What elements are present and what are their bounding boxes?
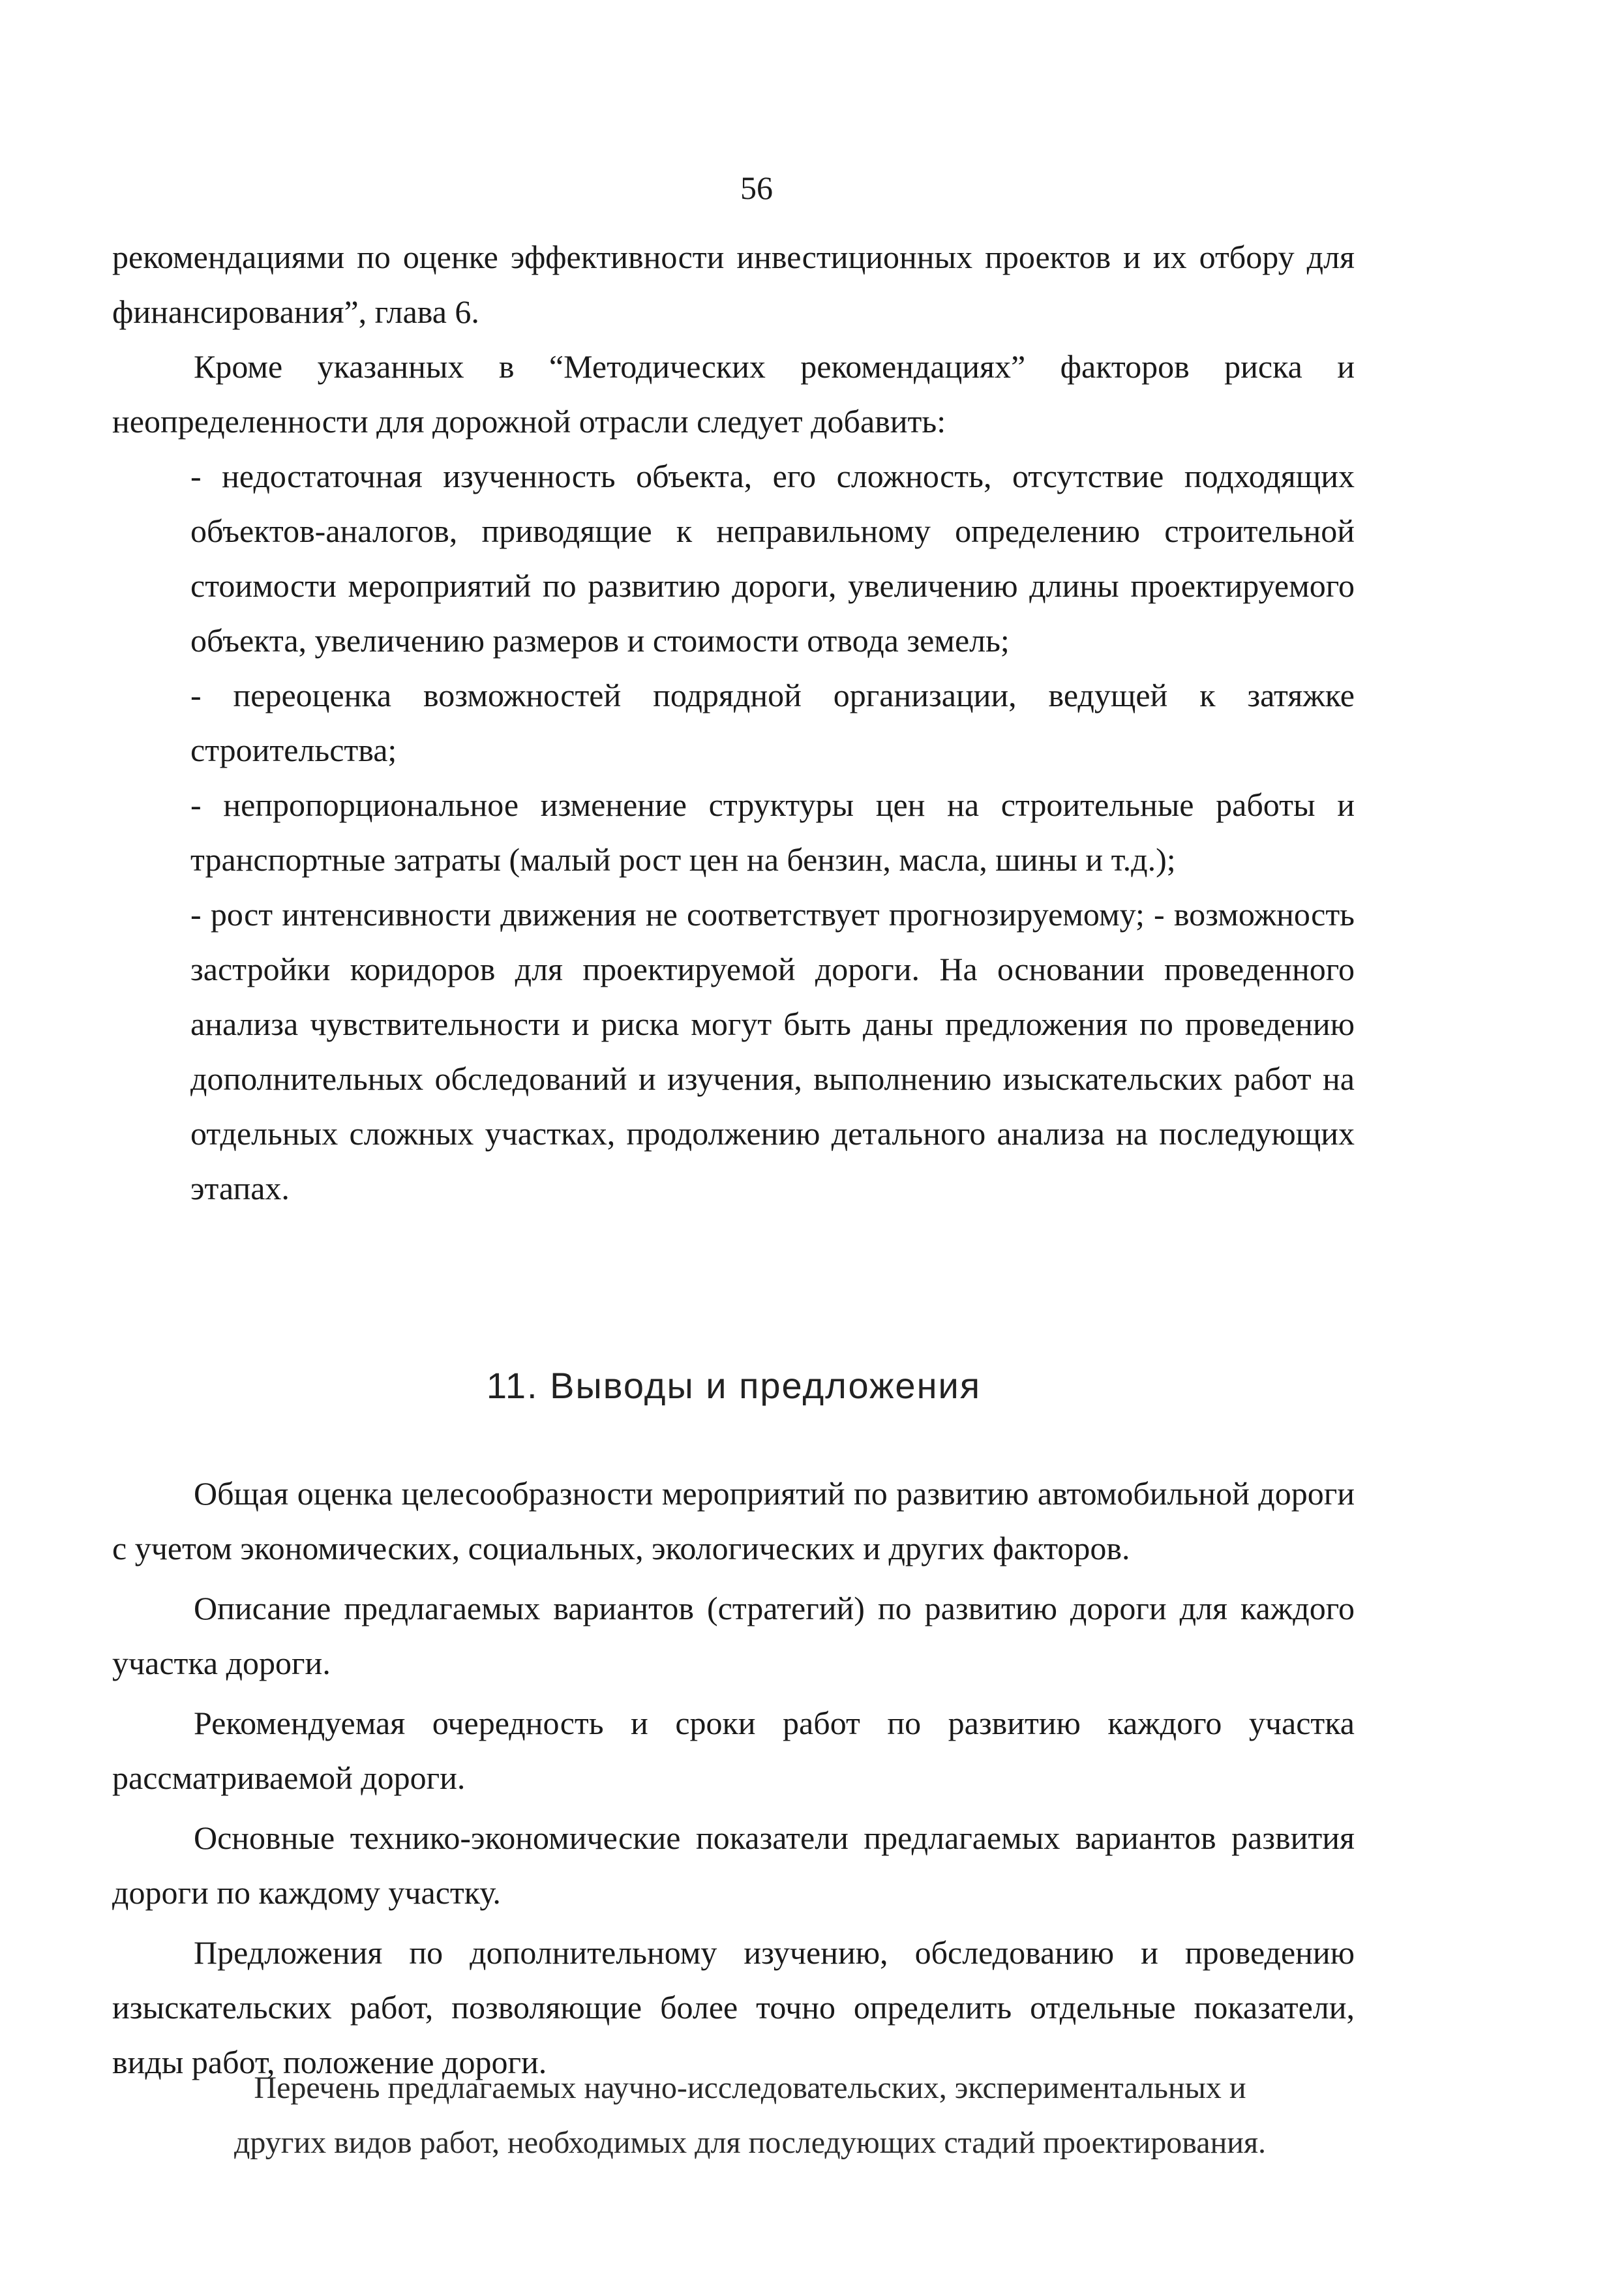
conclusion-paragraph: Основные технико-экономические показатели предлагаемых вариантов развития дороги по каждому участку. — [112, 1819, 1355, 1911]
conclusion-paragraph: Описание предлагаемых вариантов (стратегий) по развитию дороги для каждого участка дороги. — [112, 1590, 1355, 1681]
risk-item: - недостаточная изученность объекта, его сложность, отсутствие подходящих объектов-аналогов, приводящие к неправильному определению строительной стоимости мероприятий по развитию дороги, увеличению длины проектируемого объекта, увеличению размеров и стоимости отвода земель; — [190, 458, 1355, 659]
conclusion-paragraph: Рекомендуемая очередность и сроки работ по развитию каждого участка рассматриваемой дороги. — [112, 1705, 1355, 1796]
final-paragraph-line: других видов работ, необходимых для последующих стадий проектирования. — [233, 2125, 1267, 2160]
final-paragraph — [163, 2061, 1337, 2170]
risk-item: - непропорциональное изменение структуры цен на строительные работы и транспортные затраты (малый рост цен на бензин, масла, шины и т.д.); — [190, 786, 1355, 878]
risk-factor-list — [112, 449, 1355, 1216]
final-paragraph-line: Перечень предлагаемых научно-исследовательских, экспериментальных и — [254, 2071, 1246, 2105]
continuation-paragraph: рекомендациями по оценке эффективности инвестиционных проектов и их отбору для финансирования”, глава 6. — [112, 239, 1355, 330]
section-heading: 11. Выводы и предложения — [486, 1365, 982, 1406]
risk-intro-paragraph: Кроме указанных в “Методических рекомендациях” факторов риска и неопределенности для дорожной отрасли следует добавить: — [112, 348, 1355, 440]
top-text-block — [112, 230, 1355, 1216]
risk-item: - переоценка возможностей подрядной организации, ведущей к затяжке строительства; — [190, 677, 1355, 768]
page-number: 56 — [740, 170, 773, 206]
conclusion-paragraph: Предложения по дополнительному изучению, обследованию и проведению изыскательских работ, позволяющие более точно определить отдельные показатели, виды работ, положение дороги. — [112, 1934, 1355, 2080]
conclusion-paragraph: Общая оценка целесообразности мероприятий по развитию автомобильной дороги с учетом экономических, социальных, экологических и других факторов. — [112, 1475, 1355, 1566]
conclusions-text-block — [112, 1466, 1355, 2095]
risk-item: - рост интенсивности движения не соответствует прогнозируемому; - возможность застройки коридоров для проектируемой дороги. На основании проведенного анализа чувствительности и риска могут быть даны предложения по проведению дополнительных обследований и изучения, выполнению изыскательских работ на отдельных сложных участках, продолжению детального анализа на последующих этапах. — [190, 896, 1355, 1206]
